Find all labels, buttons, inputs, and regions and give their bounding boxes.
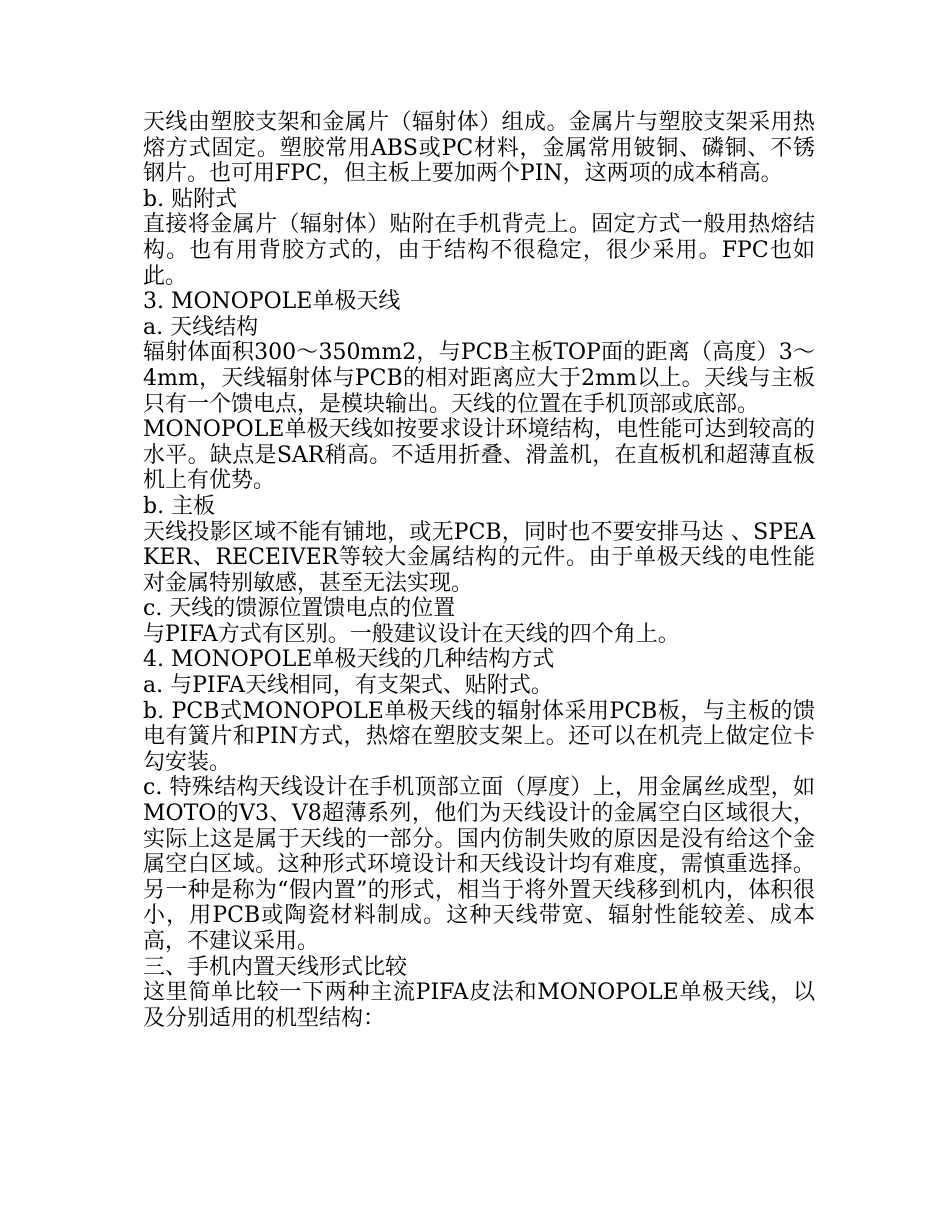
heading-c-feed-point: c. 天线的馈源位置馈电点的位置 bbox=[143, 596, 456, 622]
paragraph-pifa-bracket-structure: 天线由塑胶支架和金属片（辐射体）组成。金属片与塑胶支架采用热熔方式固定。塑胶常用ABS或PC材料，金属常用铍铜、磷铜、不锈钢片。也可用FPC，但主板上要加两个PIN，这两项的成本稍高。 bbox=[143, 110, 815, 187]
heading-b-attached-type: b. 贴附式 bbox=[143, 186, 238, 212]
paragraph-feed-point: 与PIFA方式有区别。一般建议设计在天线的四个角上。 bbox=[143, 621, 680, 647]
heading-a-antenna-structure: a. 天线结构 bbox=[143, 314, 259, 340]
paragraph-a-same-as-pifa: a. 与PIFA天线相同，有支架式、贴附式。 bbox=[143, 673, 553, 699]
heading-4-monopole-structures: 4. MONOPOLE单极天线的几种结构方式 bbox=[143, 647, 555, 673]
heading-b-mainboard: b. 主板 bbox=[143, 493, 216, 519]
paragraph-radiator-area: 辐射体面积300～350mm2，与PCB主板TOP面的距离（高度）3～4mm，天线辐射体与PCB的相对距离应大于2mm以上。天线与主板只有一个馈电点，是模块输出。天线的位置在手机顶部或底部。 bbox=[143, 340, 815, 417]
heading-section-three-comparison: 三、手机内置天线形式比较 bbox=[143, 954, 408, 980]
heading-3-monopole: 3. MONOPOLE单极天线 bbox=[143, 289, 401, 315]
paragraph-mainboard: 天线投影区域不能有铺地，或无PCB，同时也不要安排马达 、SPEAKER、RECEIVER等较大金属结构的元件。由于单极天线的电性能对金属特别敏感，甚至无法实现。 bbox=[143, 519, 815, 596]
paragraph-b-pcb-monopole: b. PCB式MONOPOLE单极天线的辐射体采用PCB板，与主板的馈电有簧片和PIN方式，热熔在塑胶支架上。还可以在机壳上做定位卡勾安装。 bbox=[143, 698, 815, 775]
paragraph-attached-type: 直接将金属片（辐射体）贴附在手机背壳上。固定方式一般用热熔结构。也有用背胶方式的，由于结构不很稳定，很少采用。FPC也如此。 bbox=[143, 212, 815, 289]
document-body bbox=[143, 110, 815, 1031]
paragraph-c-special-structure: c. 特殊结构天线设计在手机顶部立面（厚度）上，用金属丝成型，如MOTO的V3、V8超薄系列，他们为天线设计的金属空白区域很大，实际上这是属于天线的一部分。国内仿制失败的原因是没有给这个金属空白区域。这种形式环境设计和天线设计均有难度，需慎重选择。另一种是称为“假内置”的形式，相当于将外置天线移到机内，体积很小，用PCB或陶瓷材料制成。这种天线带宽、辐射性能较差、成本高，不建议采用。 bbox=[143, 775, 815, 954]
paragraph-monopole-performance: MONOPOLE单极天线如按要求设计环境结构，电性能可达到较高的水平。缺点是SAR稍高。不适用折叠、滑盖机，在直板机和超薄直板机上有优势。 bbox=[143, 417, 815, 494]
paragraph-comparison-intro: 这里简单比较一下两种主流PIFA皮法和MONOPOLE单极天线，以及分别适用的机型结构： bbox=[143, 980, 815, 1031]
